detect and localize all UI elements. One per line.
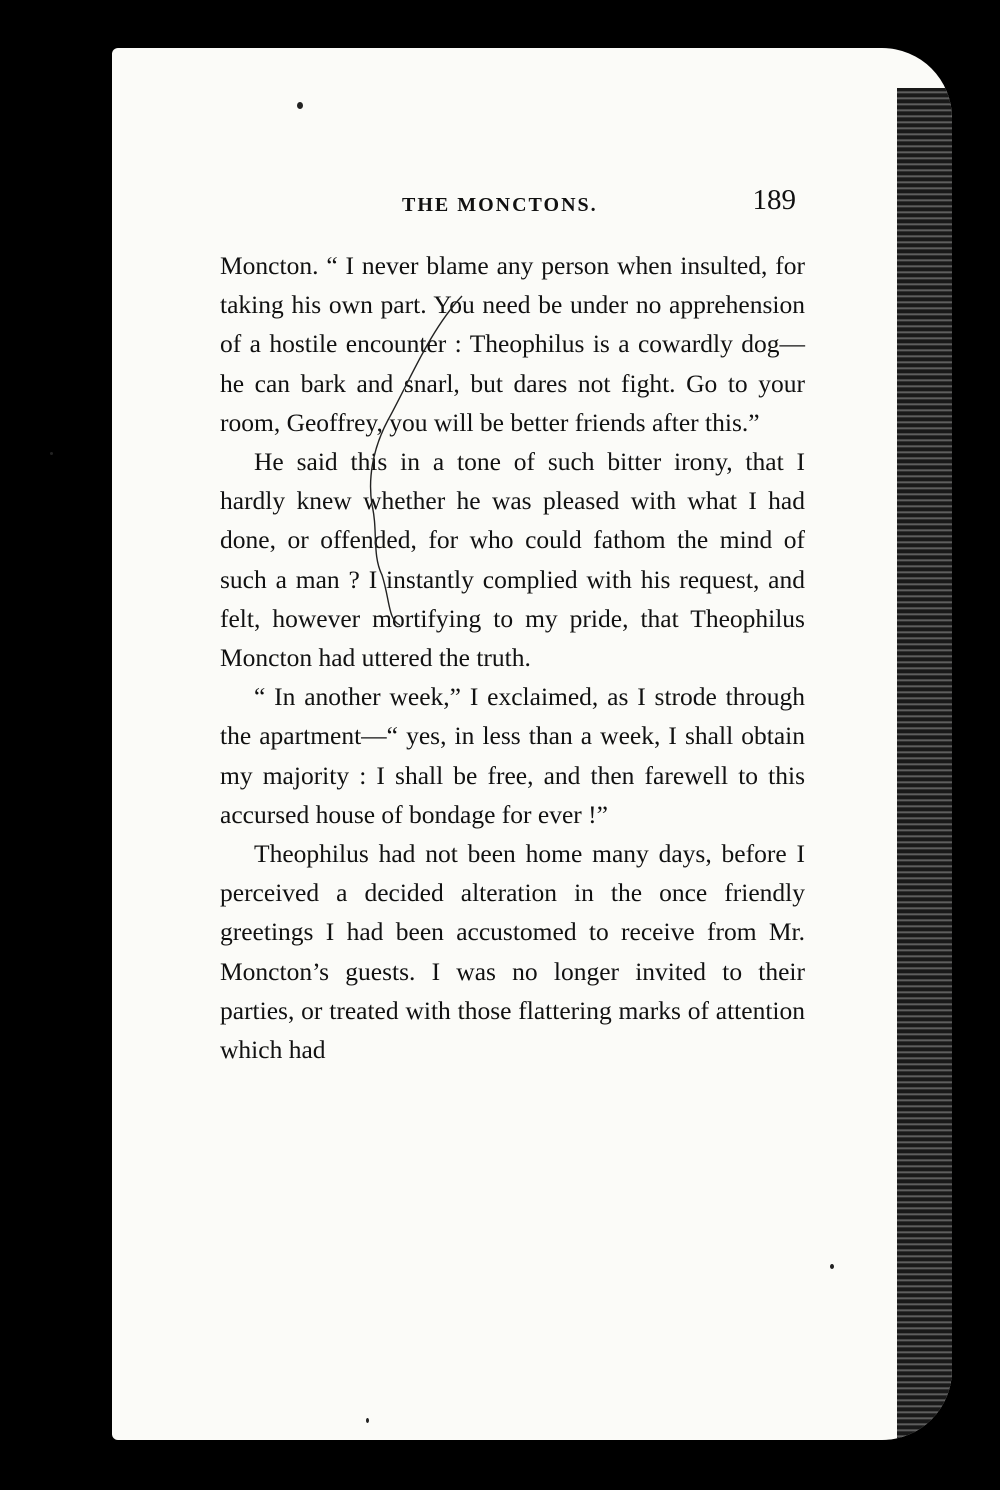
page-header — [112, 184, 796, 224]
dust-speck — [50, 452, 53, 455]
book-spine-shadow — [100, 30, 112, 1450]
page-edge-shadow — [897, 88, 952, 1440]
paragraph: He said this in a tone of such bitter irony, that I hardly knew whether he was pleased with what I had done, or offended, for who could fathom the mind of such a man ? I instantly complied with his request, and felt, however mortifying to my pride, that Theophilus Moncton had uttered the truth. — [220, 447, 805, 673]
paragraph: Moncton. “ I never blame any person when insulted, for taking his own part. You need be under no apprehension of a hostile encounter : Theophilus is a cowardly dog—he can bark and snarl, but dares not fight. Go to your room, Geoffrey, you will be better friends after this.” — [220, 251, 805, 437]
body-text — [220, 246, 805, 1069]
page-number: 189 — [752, 184, 796, 216]
dust-speck — [297, 102, 303, 109]
dust-speck — [366, 1418, 369, 1423]
running-title: THE MONCTONS. — [402, 194, 598, 216]
paragraph: “ In another week,” I exclaimed, as I strode through the apartment—“ yes, in less than a week, I shall obtain my majority : I shall be free, and then farewell to this accursed house of bondage for ever !” — [220, 682, 805, 829]
dust-speck — [830, 1264, 834, 1269]
paragraph: Theophilus had not been home many days, before I perceived a decided alteration in the once friendly greetings I had been accustomed to receive from Mr. Moncton’s guests. I was no longer invited to their parties, or treated with those flattering marks of attention which had — [220, 839, 805, 1065]
